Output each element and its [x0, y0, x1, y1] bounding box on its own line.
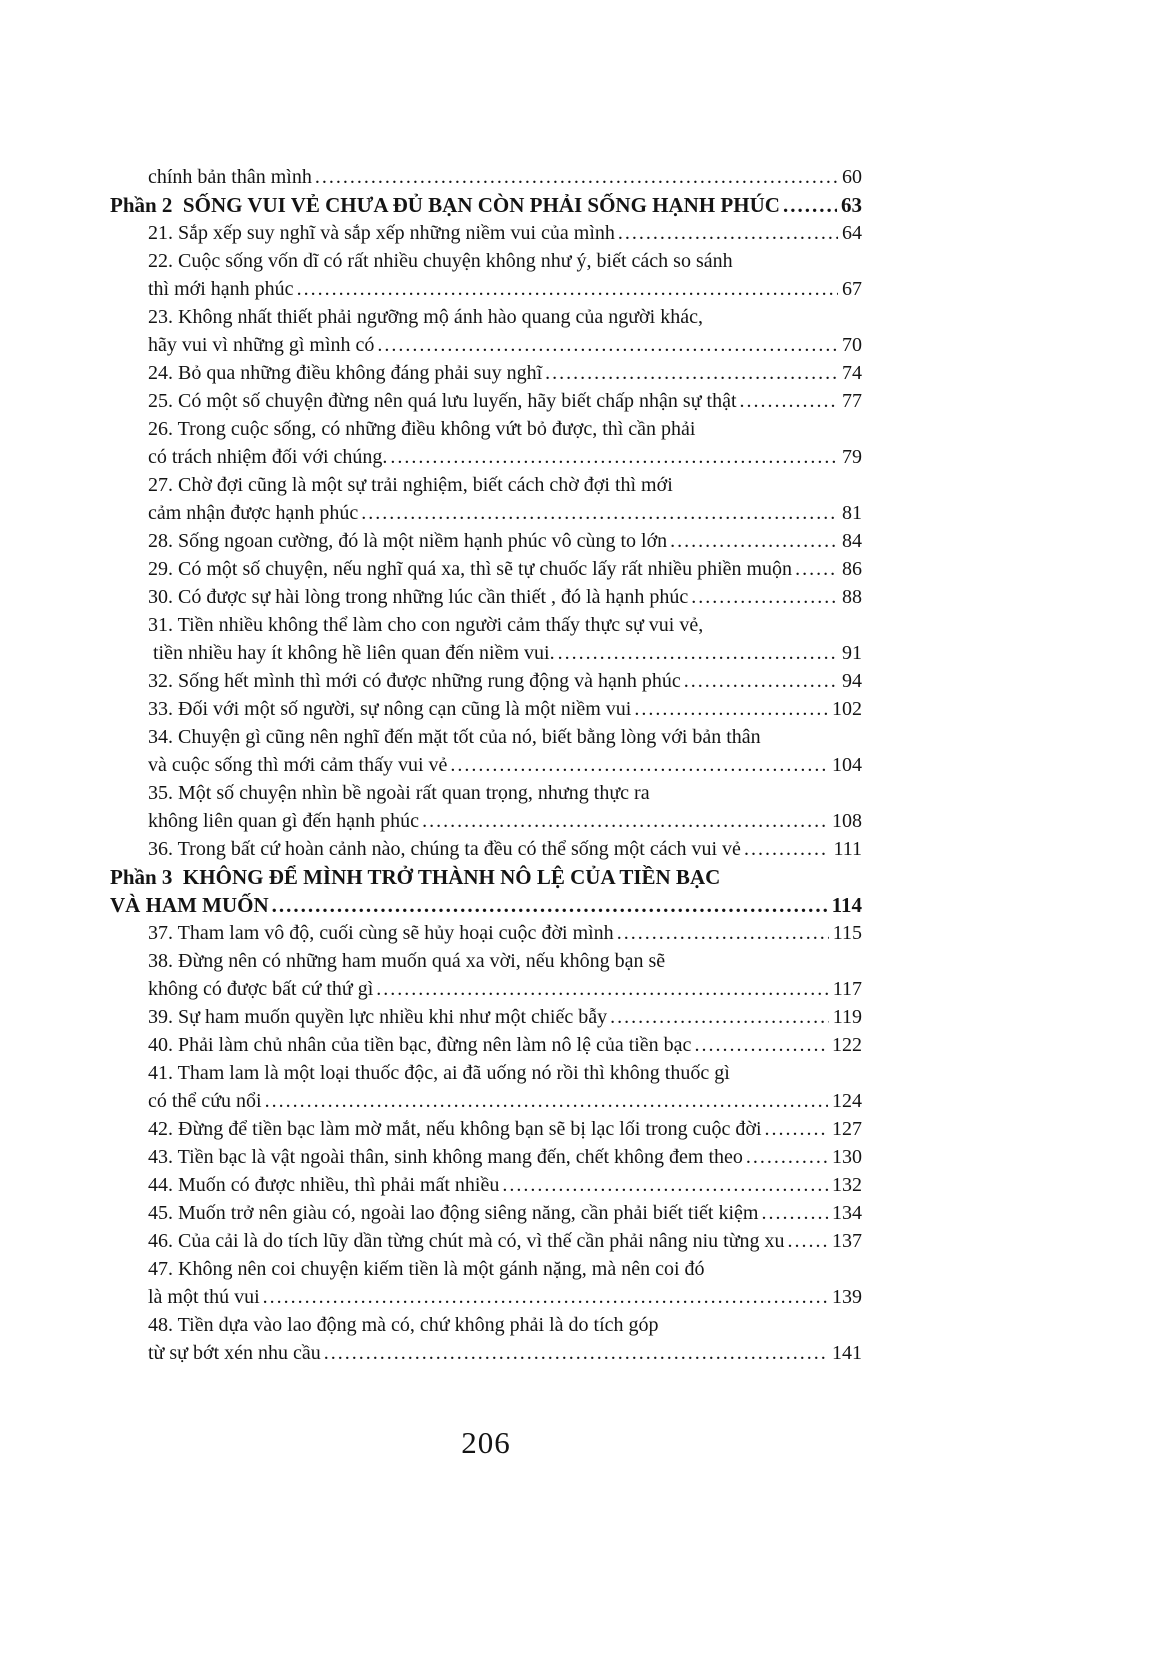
toc-line	[110, 975, 862, 1003]
toc-entry	[110, 583, 862, 611]
toc-entry	[110, 1143, 862, 1171]
toc-entry-text: VÀ HAM MUỐN	[110, 893, 269, 917]
toc-entry-text: 23. Không nhất thiết phải ngưỡng mộ ánh hào quang của người khác,	[148, 306, 703, 328]
toc-line	[110, 191, 862, 219]
dotted-leader	[795, 555, 838, 583]
dotted-leader	[265, 1087, 828, 1115]
dotted-leader	[324, 1339, 828, 1367]
dotted-leader	[634, 695, 828, 723]
toc-line	[110, 247, 862, 275]
toc-entry-text: 43. Tiền bạc là vật ngoài thân, sinh không mang đến, chết không đem theo	[148, 1146, 743, 1168]
toc-entry	[110, 695, 862, 723]
toc-entry-text: có trách nhiệm đối với chúng.	[148, 446, 388, 468]
toc-line	[110, 219, 862, 247]
toc-entry-text: 39. Sự ham muốn quyền lực nhiều khi như một chiếc bẫy	[148, 1006, 608, 1028]
toc-page-ref: 117	[832, 978, 862, 1000]
toc-entry-text: 38. Đừng nên có những ham muốn quá xa vời, nếu không bạn sẽ	[148, 950, 666, 972]
toc-line	[110, 1059, 862, 1087]
toc-line	[110, 1171, 862, 1199]
dotted-leader	[618, 219, 838, 247]
toc-page-ref: 74	[842, 362, 862, 384]
toc-line	[110, 555, 862, 583]
dotted-leader	[783, 191, 837, 219]
toc-entry-text: không có được bất cứ thứ gì	[148, 978, 374, 1000]
toc-line	[110, 499, 862, 527]
toc-entry-text: 32. Sống hết mình thì mới có được những rung động và hạnh phúc	[148, 670, 681, 692]
toc-page-ref: 64	[842, 222, 862, 244]
dotted-leader	[744, 835, 830, 863]
toc-line	[110, 1003, 862, 1031]
toc-page-ref: 137	[832, 1230, 862, 1252]
dotted-leader	[765, 1115, 828, 1143]
toc-line	[110, 275, 862, 303]
toc-entry	[110, 947, 862, 1003]
toc-line	[110, 583, 862, 611]
toc-entry-text: 36. Trong bất cứ hoàn cảnh nào, chúng ta đều có thể sống một cách vui vẻ	[148, 838, 741, 860]
toc-entry-text: 47. Không nên coi chuyện kiếm tiền là một gánh nặng, mà nên coi đó	[148, 1258, 705, 1280]
toc-line	[110, 639, 862, 667]
toc-entry	[110, 667, 862, 695]
toc-entry-text: có thể cứu nổi	[148, 1090, 262, 1112]
toc-page-ref: 141	[832, 1342, 862, 1364]
toc-entry	[110, 359, 862, 387]
toc-entry-text: 29. Có một số chuyện, nếu nghĩ quá xa, thì sẽ tự chuốc lấy rất nhiều phiền muộn	[148, 558, 793, 580]
toc-line	[110, 835, 862, 863]
toc-entry-text: và cuộc sống thì mới cảm thấy vui vẻ	[148, 754, 448, 776]
toc-entry	[110, 415, 862, 471]
toc-entry-text: 25. Có một số chuyện đừng nên quá lưu luyến, hãy biết chấp nhận sự thật	[148, 390, 737, 412]
toc-entry-text: 37. Tham lam vô độ, cuối cùng sẽ hủy hoại cuộc đời mình	[148, 922, 614, 944]
table-of-contents	[110, 163, 862, 1367]
toc-entry-text: 35. Một số chuyện nhìn bề ngoài rất quan trọng, nhưng thực ra	[148, 782, 650, 804]
toc-line	[110, 723, 862, 751]
toc-page-ref: 115	[832, 922, 862, 944]
toc-page-ref: 63	[841, 193, 862, 217]
toc-line	[110, 471, 862, 499]
toc-entry	[110, 1031, 862, 1059]
toc-entry-text: chính bản thân mình	[148, 166, 312, 188]
dotted-leader	[610, 1003, 829, 1031]
toc-entry-text: 41. Tham lam là một loại thuốc độc, ai đã uống nó rồi thì không thuốc gì	[148, 1062, 730, 1084]
toc-entry-text: 46. Của cải là do tích lũy dần từng chút mà có, vì thế cần phải nâng niu từng xu	[148, 1230, 785, 1252]
toc-entry-text: tiền nhiều hay ít không hề liên quan đến niềm vui.	[148, 642, 555, 664]
dotted-leader	[691, 583, 838, 611]
dotted-leader	[761, 1199, 828, 1227]
toc-line	[110, 527, 862, 555]
dotted-leader	[450, 751, 828, 779]
toc-line	[110, 807, 862, 835]
toc-line	[110, 1283, 862, 1311]
toc-page-ref: 134	[832, 1202, 862, 1224]
toc-page-ref: 114	[831, 893, 862, 917]
toc-entry	[110, 219, 862, 247]
toc-line	[110, 1199, 862, 1227]
dotted-leader	[502, 1171, 828, 1199]
toc-page-ref: 102	[832, 698, 862, 720]
toc-page-ref: 124	[832, 1090, 862, 1112]
toc-entry	[110, 387, 862, 415]
toc-entry	[110, 723, 862, 779]
toc-page-ref: 132	[832, 1174, 862, 1196]
toc-entry	[110, 1311, 862, 1367]
toc-line	[110, 667, 862, 695]
toc-entry-text: 30. Có được sự hài lòng trong những lúc cần thiết , đó là hạnh phúc	[148, 586, 689, 608]
toc-page-ref: 70	[842, 334, 862, 356]
toc-entry-text: 34. Chuyện gì cũng nên nghĩ đến mặt tốt của nó, biết bằng lòng với bản thân	[148, 726, 761, 748]
toc-page-ref: 122	[832, 1034, 862, 1056]
toc-entry-text: Phần 3 KHÔNG ĐỂ MÌNH TRỞ THÀNH NÔ LỆ CỦA TIỀN BẠC	[110, 865, 721, 889]
toc-entry-text: 45. Muốn trở nên giàu có, ngoài lao động siêng năng, cần phải biết tiết kiệm	[148, 1202, 759, 1224]
toc-entry	[110, 1059, 862, 1115]
toc-page-ref: 60	[842, 166, 862, 188]
toc-entry-text: 28. Sống ngoan cường, đó là một niềm hạnh phúc vô cùng to lớn	[148, 530, 668, 552]
toc-page-ref: 127	[832, 1118, 862, 1140]
toc-entry-text: là một thú vui	[148, 1286, 260, 1308]
toc-part-heading	[110, 191, 862, 219]
toc-line	[110, 1255, 862, 1283]
toc-line	[110, 303, 862, 331]
dotted-leader	[361, 499, 838, 527]
toc-entry-text: thì mới hạnh phúc	[148, 278, 294, 300]
toc-page-ref: 91	[842, 642, 862, 664]
toc-line	[110, 1143, 862, 1171]
toc-entry-text: cảm nhận được hạnh phúc	[148, 502, 359, 524]
dotted-leader	[684, 667, 838, 695]
dotted-leader	[297, 275, 838, 303]
toc-page-ref: 84	[842, 530, 862, 552]
toc-entry	[110, 163, 862, 191]
toc-line	[110, 779, 862, 807]
toc-entry	[110, 1199, 862, 1227]
toc-entry-text: 22. Cuộc sống vốn dĩ có rất nhiều chuyện không như ý, biết cách so sánh	[148, 250, 733, 272]
toc-line	[110, 695, 862, 723]
toc-entry-text: 27. Chờ đợi cũng là một sự trải nghiệm, biết cách chờ đợi thì mới	[148, 474, 673, 496]
toc-page-ref: 108	[832, 810, 862, 832]
dotted-leader	[558, 639, 838, 667]
toc-entry	[110, 1003, 862, 1031]
toc-entry	[110, 471, 862, 527]
dotted-leader	[746, 1143, 828, 1171]
toc-entry-text: hãy vui vì những gì mình có	[148, 334, 375, 356]
dotted-leader	[272, 891, 828, 919]
dotted-leader	[740, 387, 838, 415]
toc-line	[110, 359, 862, 387]
toc-entry	[110, 779, 862, 835]
toc-entry	[110, 611, 862, 667]
toc-line	[110, 863, 862, 891]
toc-entry	[110, 1171, 862, 1199]
toc-line	[110, 1311, 862, 1339]
toc-line	[110, 163, 862, 191]
toc-entry-text: 40. Phải làm chủ nhân của tiền bạc, đừng nên làm nô lệ của tiền bạc	[148, 1034, 692, 1056]
toc-page-ref: 79	[842, 446, 862, 468]
toc-page-ref: 111	[833, 838, 862, 860]
dotted-leader	[545, 359, 838, 387]
toc-entry	[110, 1115, 862, 1143]
toc-entry-text: 26. Trong cuộc sống, có những điều không vứt bỏ được, thì cần phải	[148, 418, 696, 440]
toc-entry	[110, 527, 862, 555]
toc-page-ref: 77	[842, 390, 862, 412]
toc-line	[110, 1115, 862, 1143]
toc-entry-text: 48. Tiền dựa vào lao động mà có, chứ không phải là do tích góp	[148, 1314, 659, 1336]
toc-entry-text: Phần 2 SỐNG VUI VẺ CHƯA ĐỦ BẠN CÒN PHẢI SỐNG HẠNH PHÚC	[110, 193, 780, 217]
toc-page-ref: 104	[832, 754, 862, 776]
toc-line	[110, 443, 862, 471]
toc-entry-text: 21. Sắp xếp suy nghĩ và sắp xếp những niềm vui của mình	[148, 222, 615, 244]
toc-page-ref: 67	[842, 278, 862, 300]
toc-part-heading	[110, 863, 862, 919]
dotted-leader	[694, 1031, 828, 1059]
toc-entry	[110, 835, 862, 863]
dotted-leader	[422, 807, 828, 835]
toc-entry-text: 31. Tiền nhiều không thể làm cho con người cảm thấy thực sự vui vẻ,	[148, 614, 704, 636]
dotted-leader	[376, 975, 828, 1003]
toc-line	[110, 331, 862, 359]
toc-entry	[110, 919, 862, 947]
toc-line	[110, 1339, 862, 1367]
toc-line	[110, 415, 862, 443]
toc-entry	[110, 303, 862, 359]
toc-page-ref: 139	[832, 1286, 862, 1308]
toc-page-ref: 81	[842, 502, 862, 524]
dotted-leader	[617, 919, 829, 947]
toc-line	[110, 751, 862, 779]
toc-page-ref: 94	[842, 670, 862, 692]
toc-entry-text: từ sự bớt xén nhu cầu	[148, 1342, 321, 1364]
toc-entry	[110, 1227, 862, 1255]
toc-page-ref: 88	[842, 586, 862, 608]
dotted-leader	[315, 163, 838, 191]
toc-page-ref: 119	[832, 1006, 862, 1028]
dotted-leader	[670, 527, 838, 555]
toc-entry-text: 33. Đối với một số người, sự nông cạn cũng là một niềm vui	[148, 698, 632, 720]
toc-entry-text: 44. Muốn có được nhiều, thì phải mất nhiều	[148, 1174, 500, 1196]
toc-line	[110, 891, 862, 919]
toc-entry-text: không liên quan gì đến hạnh phúc	[148, 810, 420, 832]
dotted-leader	[390, 443, 838, 471]
toc-line	[110, 611, 862, 639]
toc-entry	[110, 1255, 862, 1311]
toc-entry-text: 24. Bỏ qua những điều không đáng phải suy nghĩ	[148, 362, 543, 384]
toc-line	[110, 1031, 862, 1059]
toc-line	[110, 387, 862, 415]
dotted-leader	[788, 1227, 828, 1255]
toc-page-ref: 130	[832, 1146, 862, 1168]
toc-line	[110, 947, 862, 975]
toc-line	[110, 919, 862, 947]
toc-line	[110, 1087, 862, 1115]
toc-line	[110, 1227, 862, 1255]
toc-page-ref: 86	[842, 558, 862, 580]
dotted-leader	[377, 331, 838, 359]
toc-entry-text: 42. Đừng để tiền bạc làm mờ mắt, nếu không bạn sẽ bị lạc lối trong cuộc đời	[148, 1118, 762, 1140]
page-number: 206	[461, 1425, 511, 1460]
toc-entry	[110, 555, 862, 583]
toc-entry	[110, 247, 862, 303]
dotted-leader	[263, 1283, 828, 1311]
